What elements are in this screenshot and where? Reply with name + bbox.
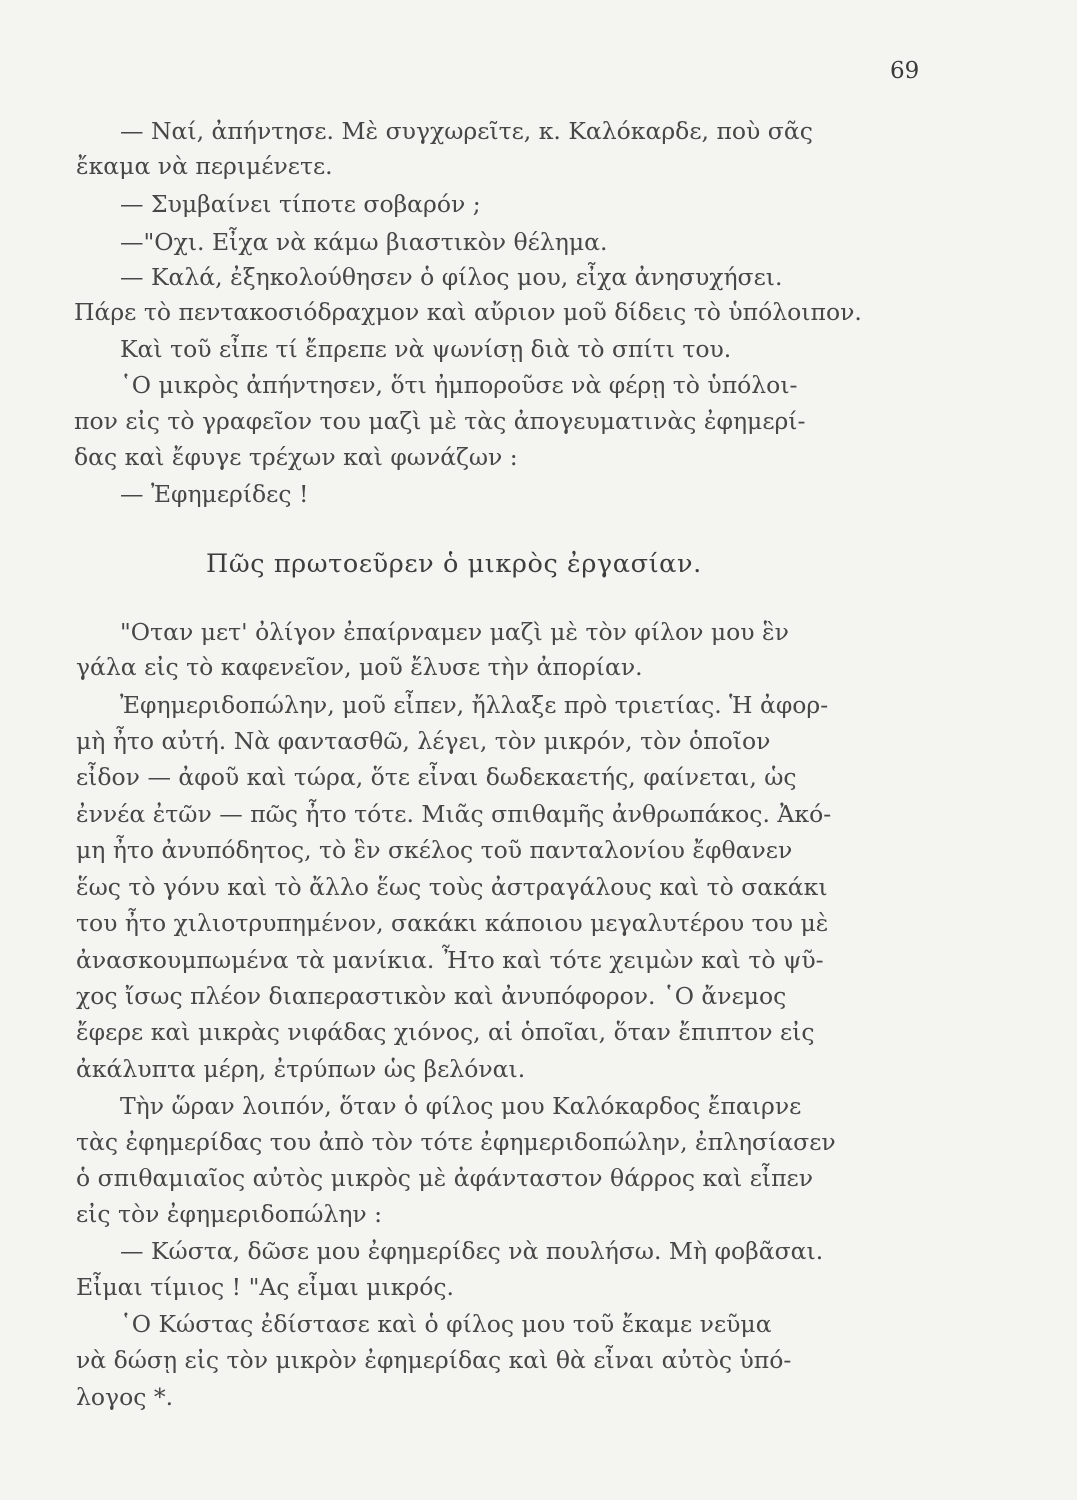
text-line: μὴ ἦτο αὐτή. Νὰ φαντασθῶ, λέγει, τὸν μικρόν, τὸν ὁποῖον: [76, 727, 771, 755]
text-line: ἀνασκουμπωμένα τὰ μανίκια. Ἦτο καὶ τότε χειμὼν καὶ τὸ ψῦ-: [76, 946, 824, 974]
text-line: χος ἴσως πλέον διαπεραστικὸν καὶ ἀνυπόφορον. ῾Ο ἄνεμος: [76, 982, 787, 1010]
text-line: ἔφερε καὶ μικρὰς νιφάδας χιόνος, αἱ ὁποῖαι, ὅταν ἔπιπτον εἰς: [76, 1018, 815, 1046]
text-line: — Κώστα, δῶσε μου ἐφημερίδες νὰ πουλήσω. Μὴ φοβᾶσαι.: [120, 1237, 824, 1265]
text-line: ἀκάλυπτα μέρη, ἐτρύπων ὡς βελόναι.: [76, 1055, 526, 1083]
text-line: γάλα εἰς τὸ καφενεῖον, μοῦ ἔλυσε τὴν ἀπορίαν.: [76, 653, 643, 681]
text-line: ὁ σπιθαμιαῖος αὐτὸς μικρὸς μὲ ἀφάνταστον θάρρος καὶ εἶπεν: [76, 1164, 814, 1192]
text-line: "Οταν μετ' ὀλίγον ἐπαίρναμεν μαζὶ μὲ τὸν φίλον μου ἓν: [120, 618, 789, 646]
text-line: πον εἰς τὸ γραφεῖον του μαζὶ μὲ τὰς ἀπογευματινὰς ἐφημερί-: [74, 407, 806, 435]
text-line: ῾Ο μικρὸς ἀπήντησεν, ὅτι ἠμποροῦσε νὰ φέρῃ τὸ ὑπόλοι-: [120, 371, 798, 399]
text-line: — Καλά, ἐξηκολούθησεν ὁ φίλος μου, εἶχα ἀνησυχήσει.: [120, 263, 783, 291]
section-heading: Πῶς πρωτοεῦρεν ὁ μικρὸς ἐργασίαν.: [206, 549, 702, 579]
text-line: ἐννέα ἐτῶν — πῶς ἦτο τότε. Μιᾶς σπιθαμῆς ἀνθρωπάκος. Ἀκό-: [76, 800, 832, 828]
page-number: 69: [890, 58, 920, 84]
text-line: — Ἐφημερίδες !: [120, 480, 309, 508]
text-line: ἕως τὸ γόνυ καὶ τὸ ἄλλο ἕως τοὺς ἀστραγάλους καὶ τὸ σακάκι: [76, 873, 828, 901]
text-line: Εἶμαι τίμιος ! "Ας εἶμαι μικρός.: [76, 1273, 454, 1301]
text-line: ῾Ο Κώστας ἐδίστασε καὶ ὁ φίλος μου τοῦ ἔκαμε νεῦμα: [120, 1310, 772, 1338]
text-line: — Συμβαίνει τίποτε σοβαρόν ;: [120, 190, 481, 218]
text-line: εἰς τὸν ἐφημεριδοπώλην :: [76, 1200, 383, 1228]
text-line: Καὶ τοῦ εἶπε τί ἔπρεπε νὰ ψωνίσῃ διὰ τὸ σπίτι του.: [120, 335, 732, 363]
text-line: νὰ δώσῃ εἰς τὸν μικρὸν ἐφημερίδας καὶ θὰ εἶναι αὐτὸς ὑπό-: [76, 1346, 792, 1374]
text-line: — Ναί, ἀπήντησε. Μὲ συγχωρεῖτε, κ. Καλόκαρδε, ποὺ σᾶς: [120, 117, 813, 145]
text-line: του ἦτο χιλιοτρυπημένον, σακάκι κάποιου μεγαλυτέρου του μὲ: [76, 909, 829, 937]
text-line: εἶδον — ἀφοῦ καὶ τώρα, ὅτε εἶναι δωδεκαετής, φαίνεται, ὡς: [76, 763, 797, 791]
text-line: Ἐφημεριδοπώλην, μοῦ εἶπεν, ἤλλαξε πρὸ τριετίας. Ἡ ἀφορ-: [120, 691, 829, 719]
text-line: ἔκαμα νὰ περιμένετε.: [76, 152, 333, 180]
text-line: μη ἦτο ἀνυπόδητος, τὸ ἓν σκέλος τοῦ πανταλονίου ἔφθανεν: [76, 836, 793, 864]
text-line: Τὴν ὥραν λοιπόν, ὅταν ὁ φίλος μου Καλόκαρδος ἔπαιρνε: [120, 1092, 802, 1120]
text-line: τὰς ἐφημερίδας του ἀπὸ τὸν τότε ἐφημεριδοπώλην, ἐπλησίασεν: [76, 1128, 836, 1156]
text-line: λογος *.: [76, 1383, 174, 1411]
text-line: δας καὶ ἔφυγε τρέχων καὶ φωνάζων :: [74, 443, 518, 471]
text-line: Πάρε τὸ πεντακοσιόδραχμον καὶ αὔριον μοῦ δίδεις τὸ ὑπόλοιπον.: [74, 298, 862, 326]
text-line: —"Οχι. Εἶχα νὰ κάμω βιαστικὸν θέλημα.: [120, 228, 608, 256]
